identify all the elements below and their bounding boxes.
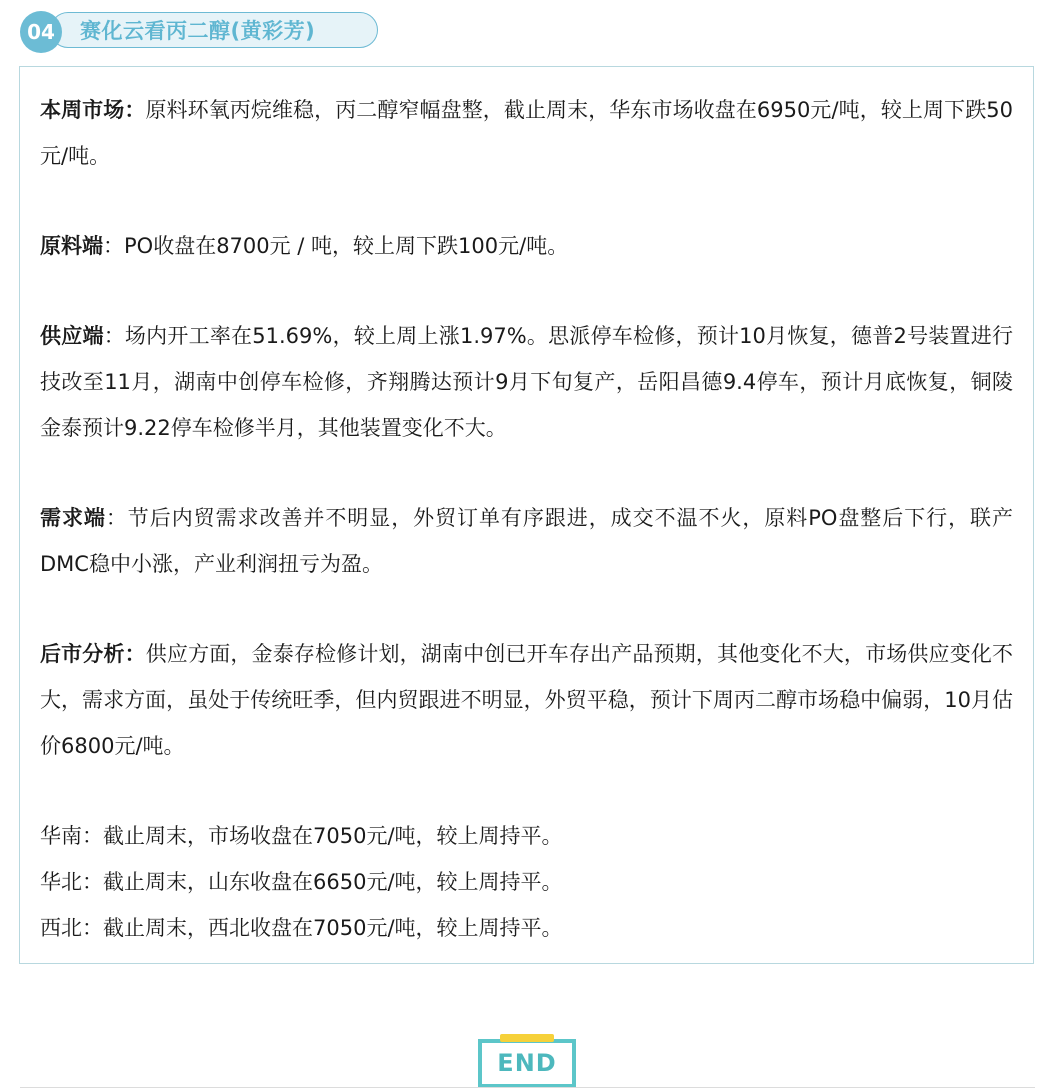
paragraph-market xyxy=(40,87,1013,179)
region-north: 华北：截止周末，山东收盘在6650元/吨，较上周持平。 xyxy=(40,870,563,894)
paragraph-outlook xyxy=(40,631,1013,769)
region-south: 华南：截止周末，市场收盘在7050元/吨，较上周持平。 xyxy=(40,824,563,848)
supply-text: ：场内开工率在51.69%，较上周上涨1.97%。思派停车检修，预计10月恢复，德普2号装置进行技改至11月，湖南中创停车检修，齐翔腾达预计9月下旬复产，岳阳昌德9.4停车，预计月底恢复，铜陵金泰预计9.22停车检修半月，其他装置变化不大。 xyxy=(40,324,1013,440)
section-number-badge: 04 xyxy=(20,11,62,53)
end-badge xyxy=(478,1034,576,1088)
spacer xyxy=(40,769,1013,813)
raw-label: 原料端 xyxy=(40,234,103,258)
spacer xyxy=(40,179,1013,223)
paragraph-raw-material xyxy=(40,223,1013,269)
spacer xyxy=(40,269,1013,313)
end-label: END xyxy=(478,1039,576,1088)
report-content-box xyxy=(19,66,1034,964)
end-clip-decoration xyxy=(500,1034,554,1042)
section-header xyxy=(20,11,380,51)
demand-text: ：节后内贸需求改善并不明显，外贸订单有序跟进，成交不温不火，原料PO盘整后下行，联产DMC稳中小涨，产业利润扭亏为盈。 xyxy=(40,506,1013,576)
supply-label: 供应端 xyxy=(40,324,104,348)
spacer xyxy=(40,587,1013,631)
outlook-label: 后市分析： xyxy=(40,642,146,666)
market-text: 原料环氧丙烷维稳，丙二醇窄幅盘整，截止周末，华东市场收盘在6950元/吨，较上周下跌50元/吨。 xyxy=(40,98,1013,168)
region-northwest: 西北：截止周末，西北收盘在7050元/吨，较上周持平。 xyxy=(40,916,563,940)
paragraph-demand xyxy=(40,495,1013,587)
demand-label: 需求端 xyxy=(40,506,106,530)
bottom-divider xyxy=(20,1087,1035,1088)
paragraph-supply xyxy=(40,313,1013,451)
outlook-text: 供应方面，金泰存检修计划，湖南中创已开车存出产品预期，其他变化不大，市场供应变化不大，需求方面，虽处于传统旺季，但内贸跟进不明显，外贸平稳，预计下周丙二醇市场稳中偏弱，10月估价6800元/吨。 xyxy=(40,642,1013,758)
market-label: 本周市场： xyxy=(40,98,146,122)
raw-text: ：PO收盘在8700元 / 吨，较上周下跌100元/吨。 xyxy=(103,234,569,258)
section-title: 赛化云看丙二醇(黄彩芳) xyxy=(80,19,316,43)
spacer xyxy=(40,451,1013,495)
